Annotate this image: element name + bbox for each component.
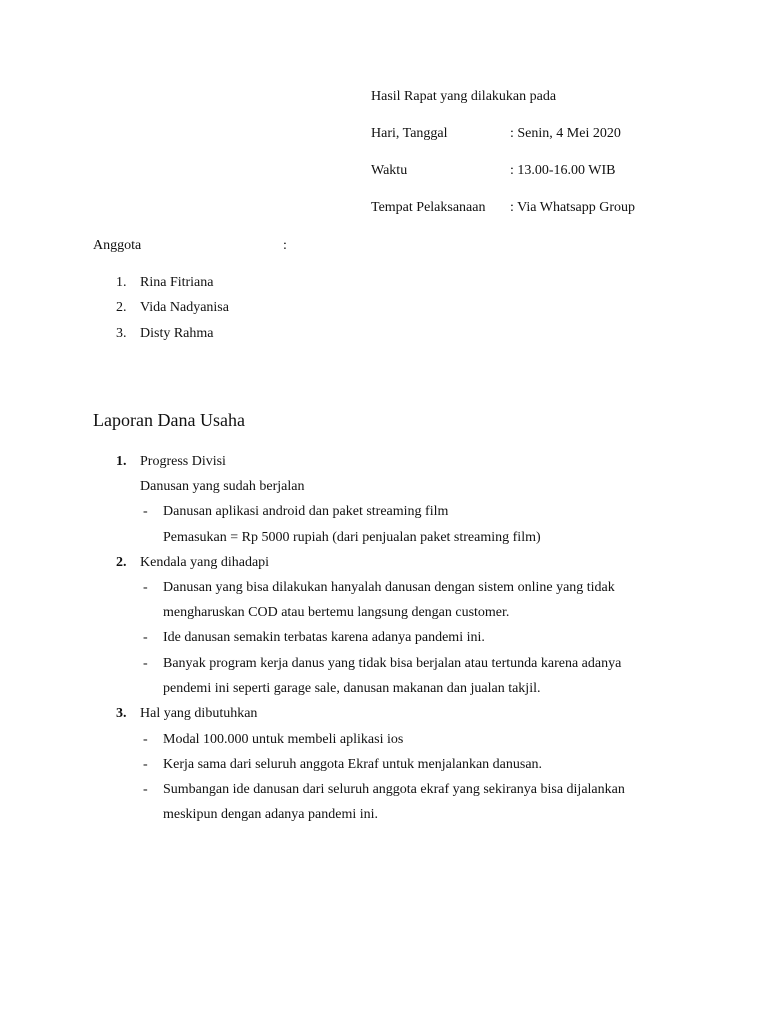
bullet-dash: - [143, 504, 148, 519]
bullet-dash: - [143, 782, 148, 797]
bullet-dash: - [143, 656, 148, 671]
member-name: Vida Nadyanisa [140, 300, 229, 315]
time-label: Waktu [371, 163, 408, 178]
day-label: Hari, Tanggal [371, 126, 448, 141]
bullet-text: Sumbangan ide danusan dari seluruh anggota ekraf yang sekiranya bisa dijalankan [163, 782, 625, 797]
bullet-text: pendemi ini seperti garage sale, danusan makanan dan jualan takjil. [163, 681, 541, 696]
section-number: 2. [116, 555, 127, 570]
bullet-text: Ide danusan semakin terbatas karena adanya pandemi ini. [163, 630, 485, 645]
section-title: Progress Divisi [140, 454, 226, 469]
member-name: Rina Fitriana [140, 275, 214, 290]
section-number: 3. [116, 706, 127, 721]
day-value: : Senin, 4 Mei 2020 [510, 126, 621, 141]
section-title: Hal yang dibutuhkan [140, 706, 258, 721]
bullet-text: Danusan aplikasi android dan paket streaming film [163, 504, 449, 519]
place-value: : Via Whatsapp Group [510, 200, 636, 215]
bullet-text: meskipun dengan adanya pandemi ini. [163, 807, 378, 822]
bullet-text: Modal 100.000 untuk membeli aplikasi ios [163, 732, 404, 747]
time-value: : 13.00-16.00 WIB [510, 163, 616, 178]
member-number: 2. [116, 300, 127, 315]
members-colon: : [283, 238, 287, 253]
meeting-title: Hasil Rapat yang dilakukan pada [371, 89, 557, 104]
bullet-text: mengharuskan COD atau bertemu langsung dengan customer. [163, 605, 510, 620]
bullet-text: Pemasukan = Rp 5000 rupiah (dari penjualan paket streaming film) [163, 530, 541, 545]
bullet-dash: - [143, 630, 148, 645]
bullet-dash: - [143, 757, 148, 772]
bullet-dash: - [143, 732, 148, 747]
section-title: Kendala yang dihadapi [140, 555, 270, 570]
place-label: Tempat Pelaksanaan [371, 200, 486, 215]
member-number: 1. [116, 275, 127, 290]
section-subtitle: Danusan yang sudah berjalan [140, 479, 305, 494]
report-heading: Laporan Dana Usaha [93, 410, 245, 430]
bullet-text: Kerja sama dari seluruh anggota Ekraf untuk menjalankan danusan. [163, 757, 543, 772]
member-name: Disty Rahma [140, 326, 214, 341]
member-number: 3. [116, 326, 127, 341]
bullet-dash: - [143, 580, 148, 595]
members-label: Anggota [93, 238, 142, 253]
bullet-text: Banyak program kerja danus yang tidak bisa berjalan atau tertunda karena adanya [163, 656, 622, 671]
section-number: 1. [116, 454, 127, 469]
bullet-text: Danusan yang bisa dilakukan hanyalah danusan dengan sistem online yang tidak [163, 580, 615, 595]
